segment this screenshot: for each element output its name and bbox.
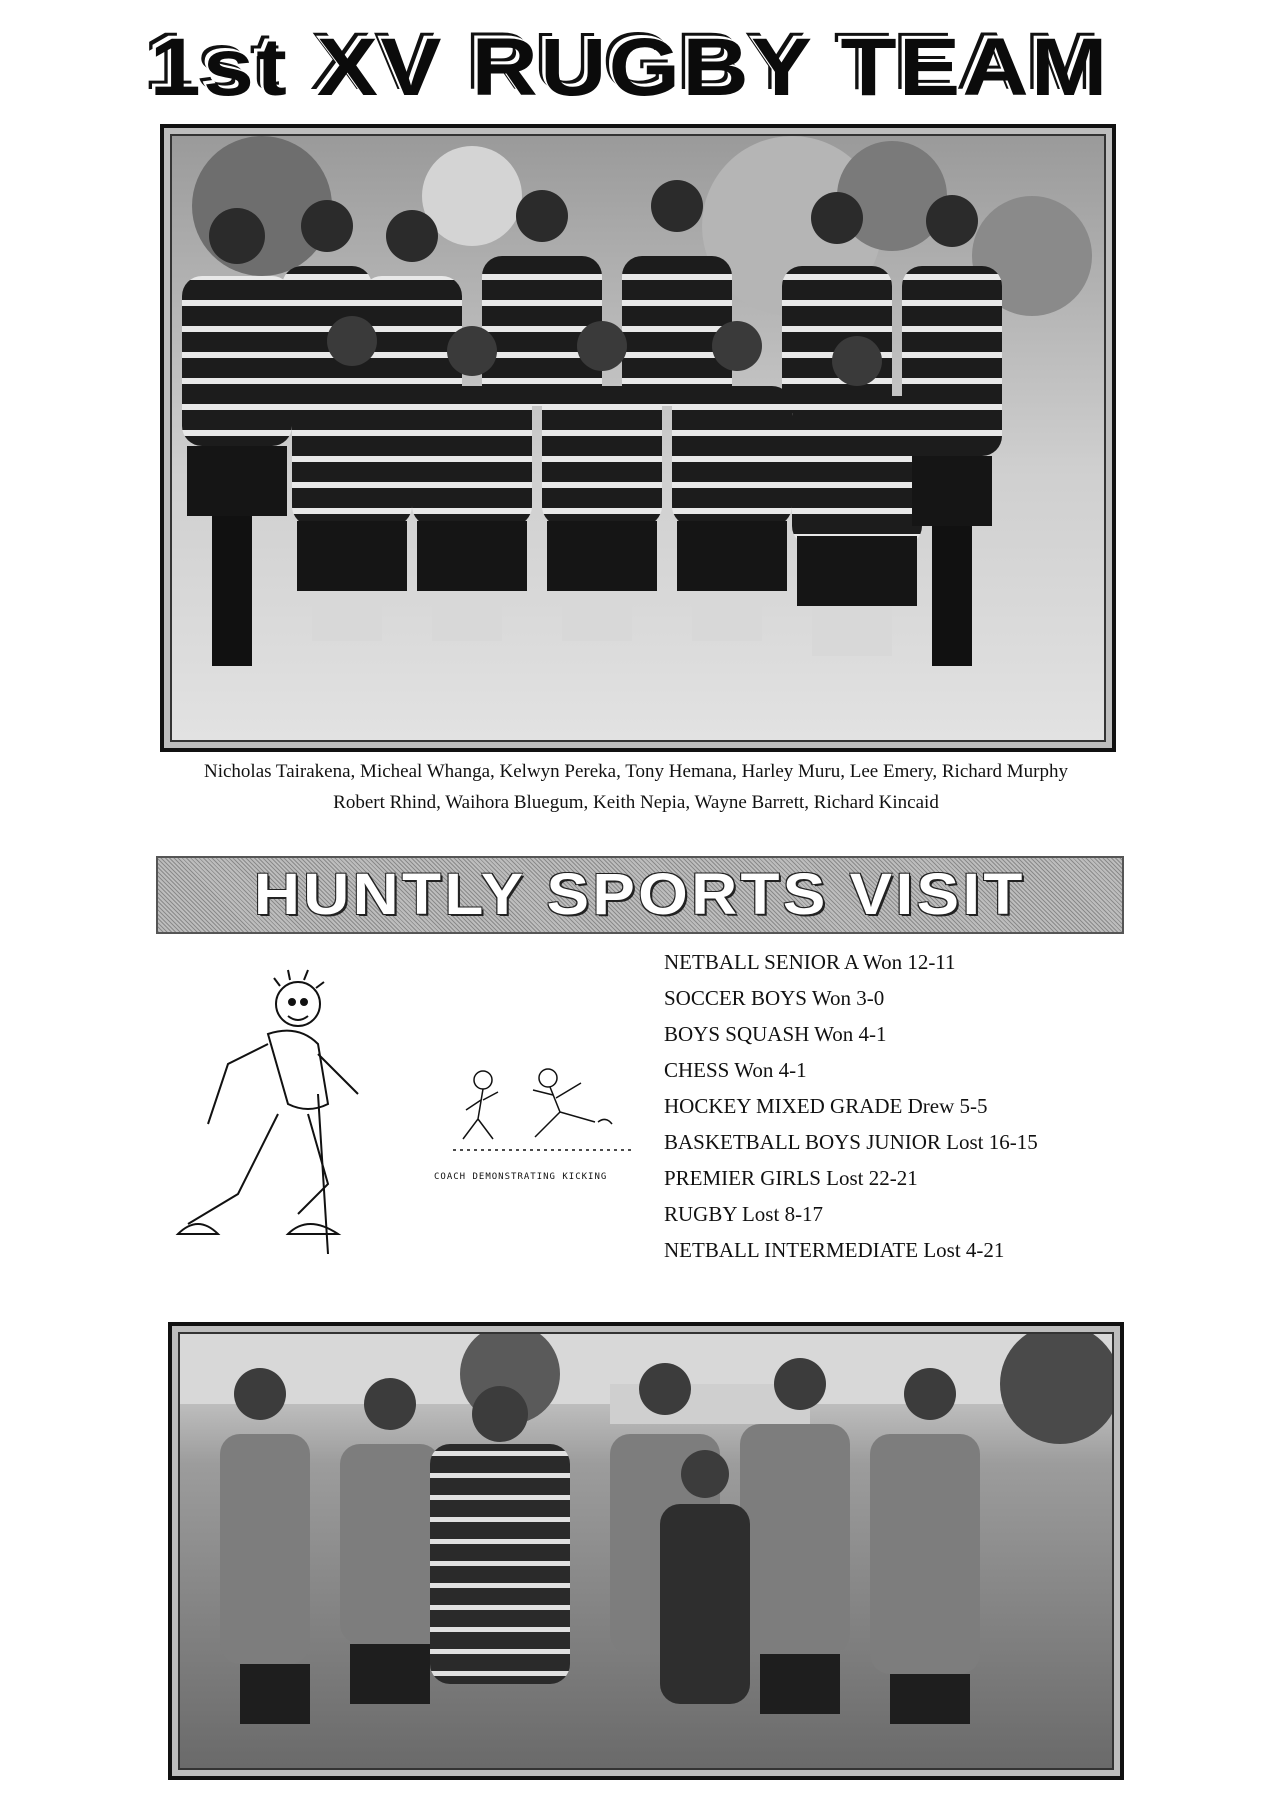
huntly-visit-photo-image — [178, 1332, 1114, 1770]
result-item: RUGBY Lost 8-17 — [664, 1202, 824, 1226]
result-item: CHESS Won 4-1 — [664, 1058, 807, 1082]
result-item: NETBALL SENIOR A Won 12-11 — [664, 950, 956, 974]
page-title — [150, 22, 1110, 114]
rugby-team-photo — [160, 124, 1116, 752]
result-item: PREMIER GIRLS Lost 22-21 — [664, 1166, 918, 1190]
result-item: NETBALL INTERMEDIATE Lost 4-21 — [664, 1238, 1005, 1262]
page-title-text: 1st XV RUGBY TEAM — [149, 22, 1111, 113]
result-item: SOCCER BOYS Won 3-0 — [664, 986, 885, 1010]
rugby-team-photo-image — [170, 134, 1106, 742]
team-caption-line2: Robert Rhind, Waihora Bluegum, Keith Nepia, Wayne Barrett, Richard Kincaid — [333, 792, 939, 813]
result-item: BOYS SQUASH Won 4-1 — [664, 1022, 887, 1046]
cartoon-coach-kicking — [448, 1060, 638, 1160]
team-caption-line1: Nicholas Tairakena, Micheal Whanga, Kelwyn Pereka, Tony Hemana, Harley Muru, Lee Emery, Richard Murphy — [203, 761, 1069, 782]
huntly-visit-photo — [168, 1322, 1124, 1780]
section-banner — [156, 856, 1124, 934]
section-banner-text: HUNTLY SPORTS VISIT — [254, 862, 1026, 927]
cartoon-hockey-player — [148, 964, 378, 1264]
cartoon-caption: COACH DEMONSTRATING KICKING — [434, 1172, 608, 1182]
result-item: BASKETBALL BOYS JUNIOR Lost 16-15 — [664, 1130, 1038, 1154]
team-caption — [100, 756, 1172, 818]
results-list — [664, 944, 1144, 1268]
result-item: HOCKEY MIXED GRADE Drew 5-5 — [664, 1094, 988, 1118]
